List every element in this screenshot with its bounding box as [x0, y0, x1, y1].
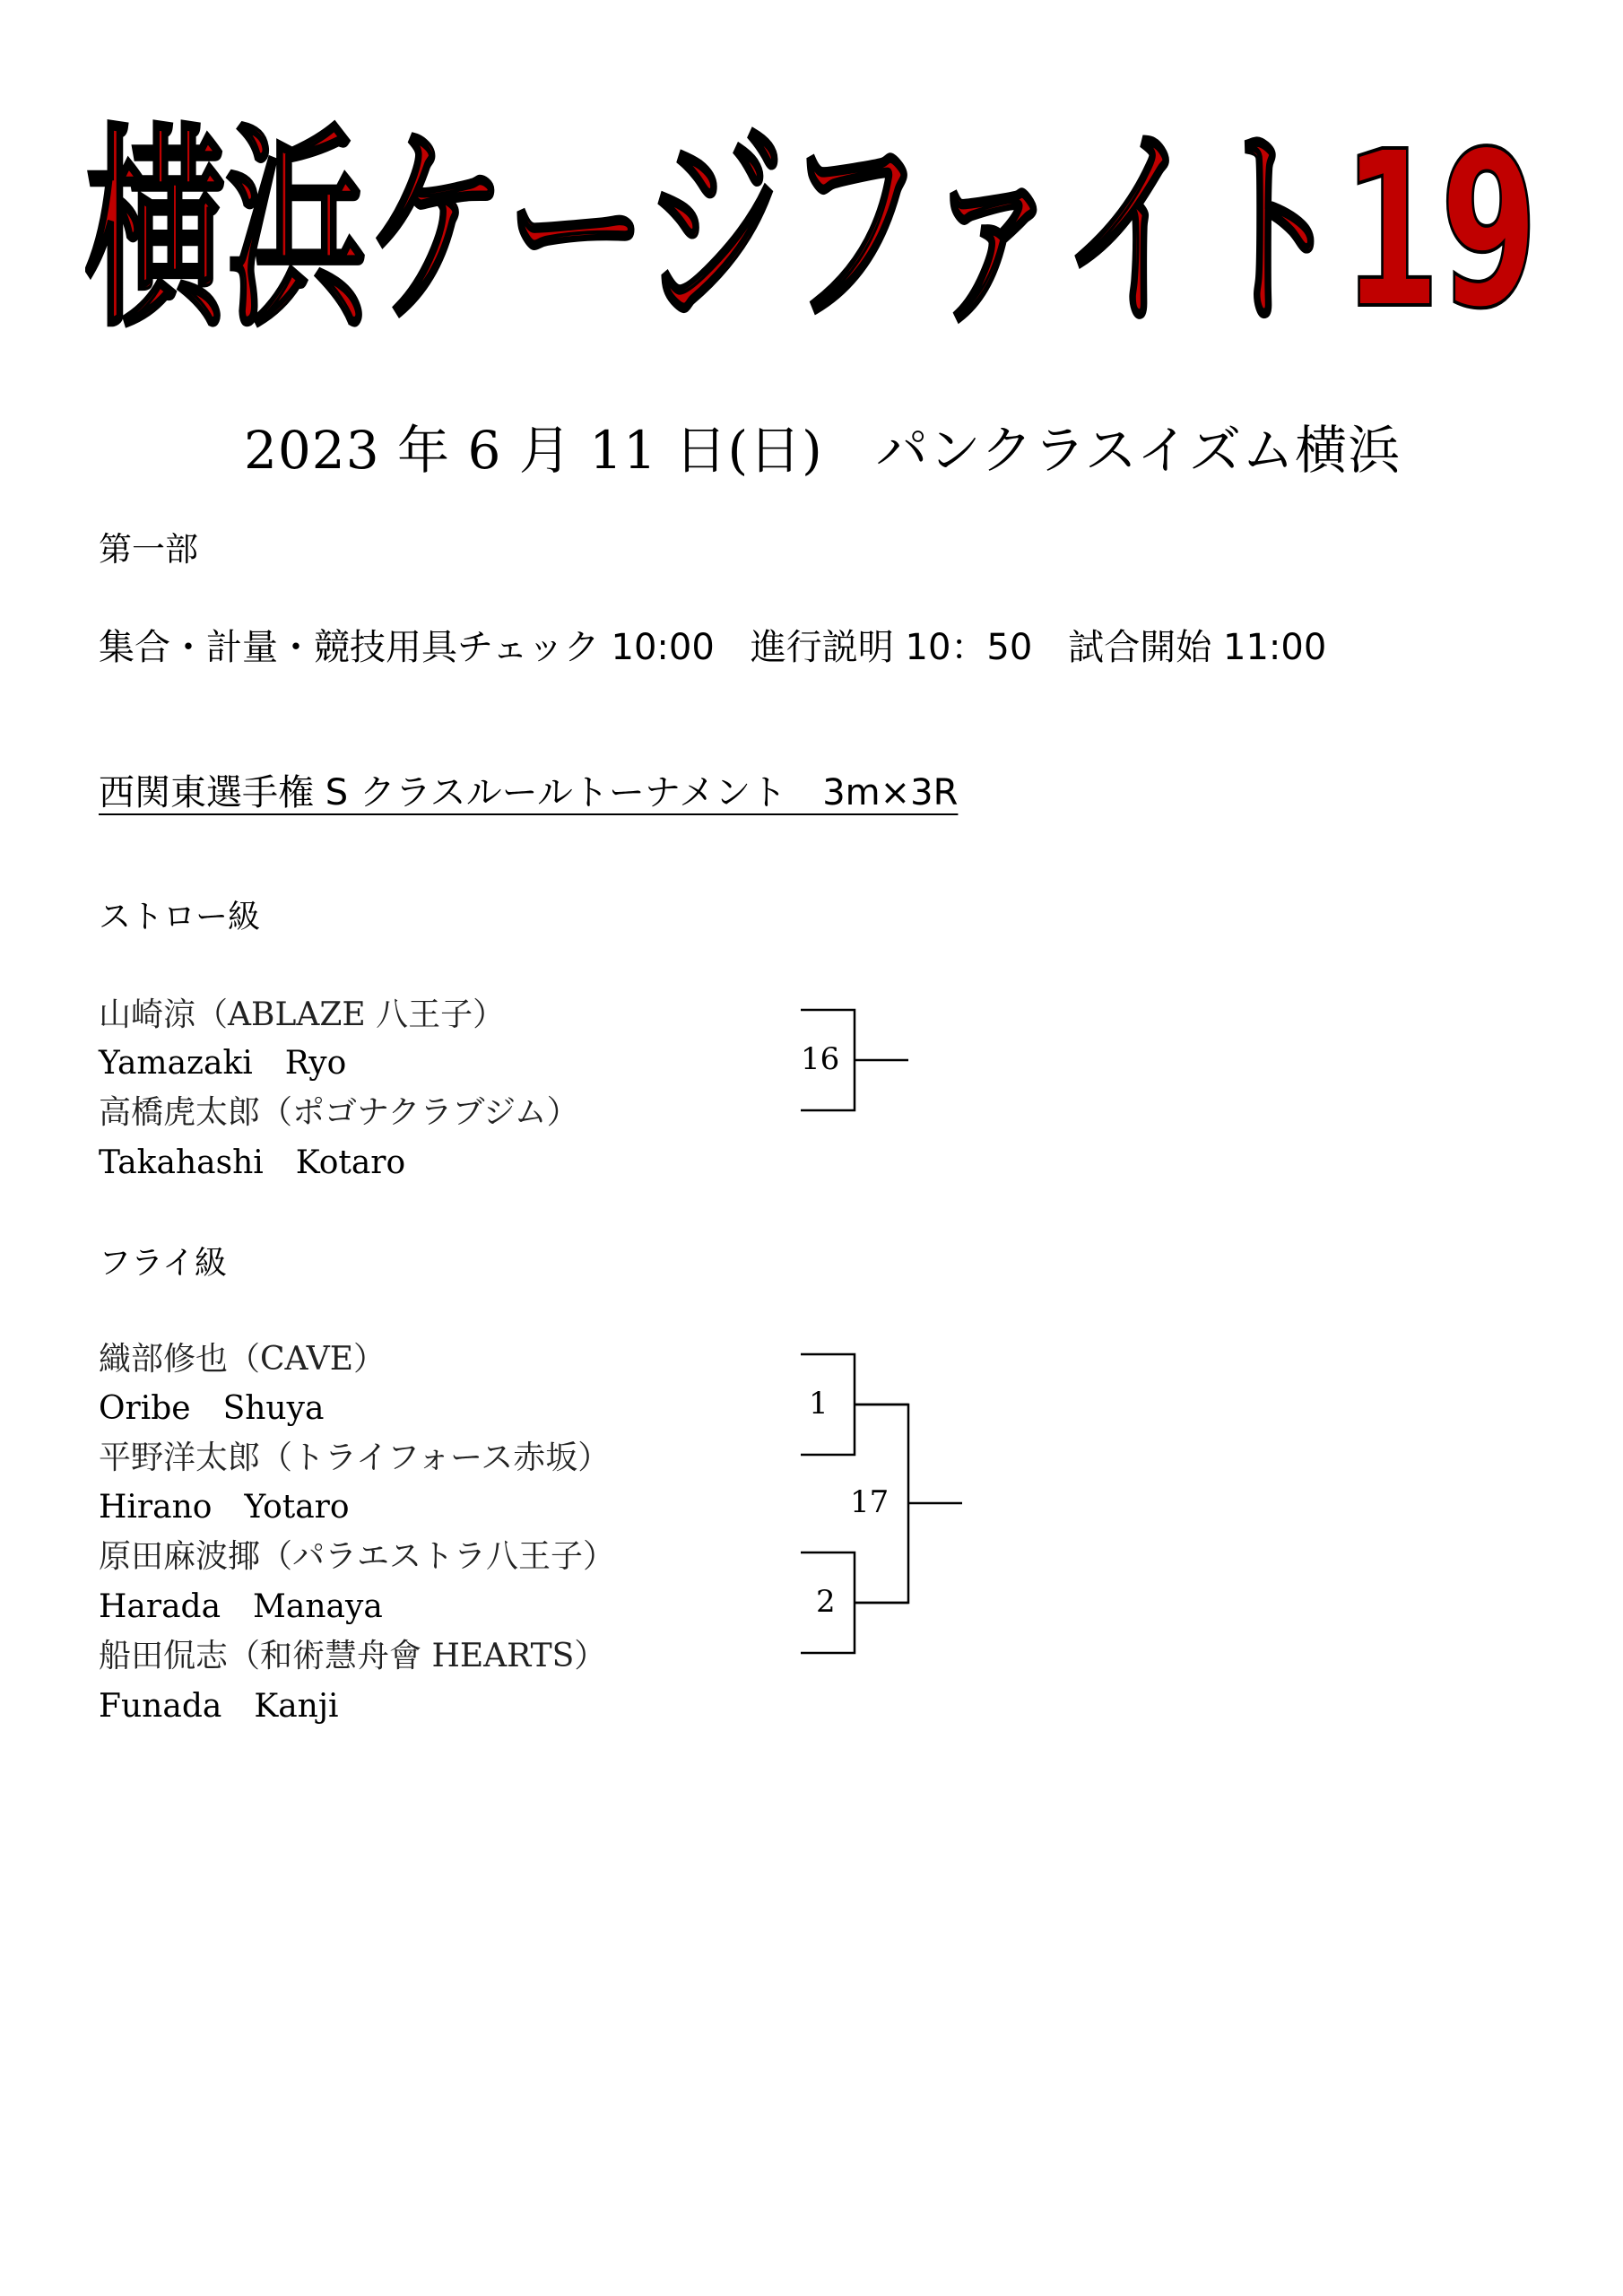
fighter-name-ja: 山崎涼（ABLAZE 八王子） — [99, 996, 506, 1033]
fighter-name-ja: 高橋虎太郎（ポゴナクラブジム） — [99, 1094, 579, 1131]
fighter-name-ja: 織部修也（CAVE） — [99, 1341, 386, 1378]
schedule-line: 集合・計量・競技用具チェック 10:00 進行説明 10：50 試合開始 11:00 — [99, 627, 1327, 668]
fighter-name-en: Yamazaki Ryo — [99, 1045, 347, 1082]
fighter-name-ja: 原田麻波揶（パラエストラ八王子） — [99, 1538, 616, 1575]
fighter-name-en: Hirano Yotaro — [99, 1489, 350, 1526]
weight-class-fly: フライ級 — [99, 1245, 227, 1282]
section-label: 第一部 — [99, 530, 198, 569]
fighter-name-en: Harada Manaya — [99, 1588, 383, 1625]
weight-class-straw: ストロー級 — [99, 899, 261, 935]
fighter-name-en: Funada Kanji — [99, 1688, 339, 1725]
fighter-name-en: Takahashi Kotaro — [99, 1144, 406, 1181]
event-title-text: 横浜ケージファイト19 — [85, 105, 1538, 354]
bout-number: 1 — [809, 1386, 829, 1422]
event-date-venue: 2023 年 6 月 11 日(日) パンクラスイズム横浜 — [244, 420, 1402, 481]
bout-number: 16 — [801, 1041, 840, 1077]
tournament-title: 西関東選手権 S クラスルールトーナメント 3m×3R — [99, 772, 959, 813]
fighter-name-ja: 平野洋太郎（トライフォース赤坂） — [99, 1439, 611, 1476]
bout-number: 17 — [850, 1484, 890, 1520]
bout-number: 2 — [816, 1584, 836, 1620]
fighter-name-en: Oribe Shuya — [99, 1390, 325, 1427]
fighter-name-ja: 船田侃志（和術慧舟會 HEARTS） — [99, 1638, 607, 1674]
